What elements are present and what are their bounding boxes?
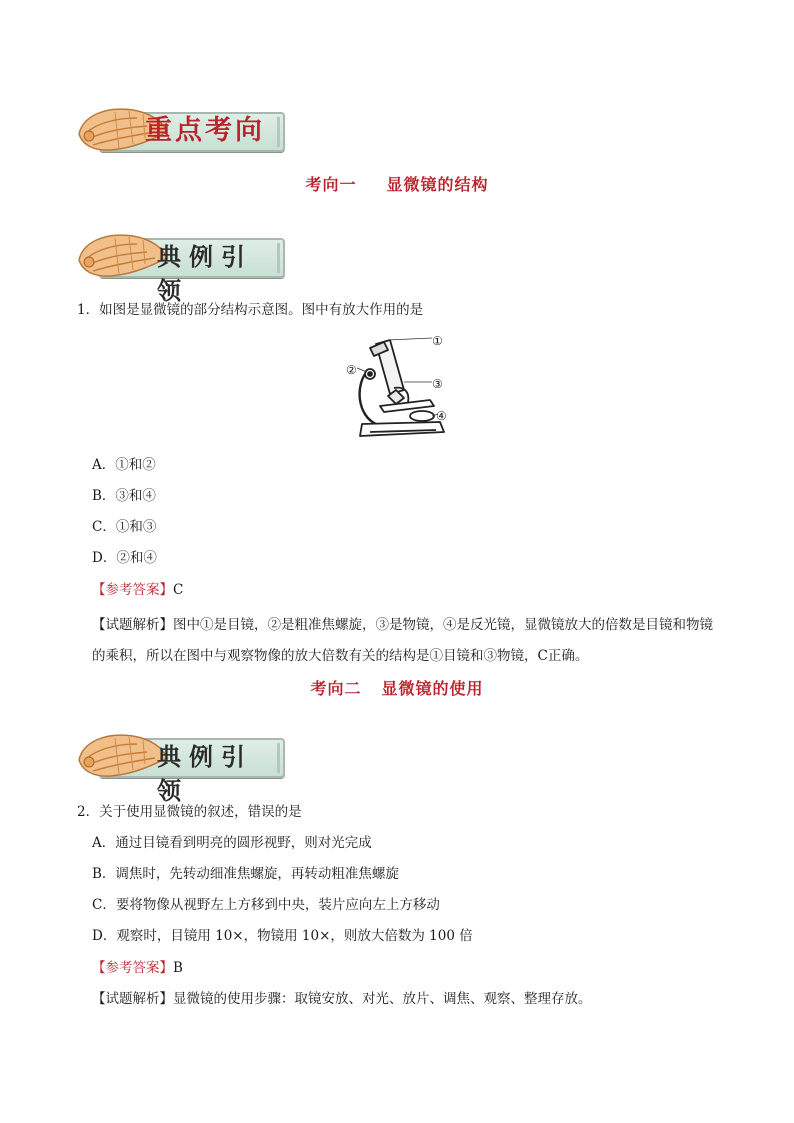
q1-option-a: A．①和② <box>92 457 156 473</box>
q1-option-d: D．②和④ <box>92 550 157 566</box>
q2-option-c: C．要将物像从视野左上方移到中央，装片应向左上方移动 <box>92 897 440 913</box>
q2-option-b: B．调焦时，先转动细准焦螺旋，再转动粗准焦螺旋 <box>92 866 399 882</box>
answer-tag: 【参考答案】 <box>92 960 173 976</box>
q2-option-a: A．通过目镜看到明亮的圆形视野，则对光完成 <box>92 835 372 851</box>
key-direction-banner <box>75 104 281 152</box>
question-2-stem: 2．关于使用显微镜的叙述，错误的是 <box>77 804 302 820</box>
q1-option-c: C．①和③ <box>92 519 157 535</box>
banner-title: 典例引领 <box>157 242 253 305</box>
answer-tag: 【参考答案】 <box>92 582 173 598</box>
q1-answer <box>92 580 183 600</box>
section-heading-1 <box>0 172 794 195</box>
q2-analysis <box>92 989 592 1009</box>
example-banner-2 <box>75 730 281 805</box>
section-number: 考向二 <box>310 679 362 698</box>
q1-analysis <box>92 610 724 672</box>
section-title: 显微镜的结构 <box>386 175 489 194</box>
analysis-tag: 【试题解析】 <box>92 991 173 1007</box>
analysis-text: 显微镜的使用步骤：取镜安放、对光、放片、调焦、观察、整理存放。 <box>173 991 592 1007</box>
figure-label-1: ① <box>432 334 443 348</box>
banner-title: 重点考向 <box>145 115 265 146</box>
q1-option-b: B．③和④ <box>92 488 156 504</box>
section-title: 显微镜的使用 <box>381 679 484 698</box>
q2-option-d: D．观察时，目镜用 10×，物镜用 10×，则放大倍数为 100 倍 <box>92 928 473 944</box>
q2-answer <box>92 958 183 978</box>
analysis-tag: 【试题解析】 <box>92 617 173 633</box>
section-heading-2 <box>0 676 794 699</box>
question-1-stem: 1．如图是显微镜的部分结构示意图。图中有放大作用的是 <box>77 302 424 318</box>
section-number: 考向一 <box>305 175 357 194</box>
figure-label-2: ② <box>346 363 357 377</box>
analysis-text: 图中①是目镜，②是粗准焦螺旋，③是物镜，④是反光镜，显微镜放大的倍数是目镜和物镜的乘积，所以在图中与观察物像的放大倍数有关的结构是①目镜和③物镜，C正确。 <box>92 617 713 664</box>
figure-label-4: ④ <box>436 409 447 423</box>
banner-title: 典例引领 <box>157 742 253 805</box>
figure-label-3: ③ <box>432 377 443 391</box>
example-banner-1 <box>75 230 281 305</box>
answer-value: C <box>173 582 184 598</box>
answer-value: B <box>173 960 183 976</box>
